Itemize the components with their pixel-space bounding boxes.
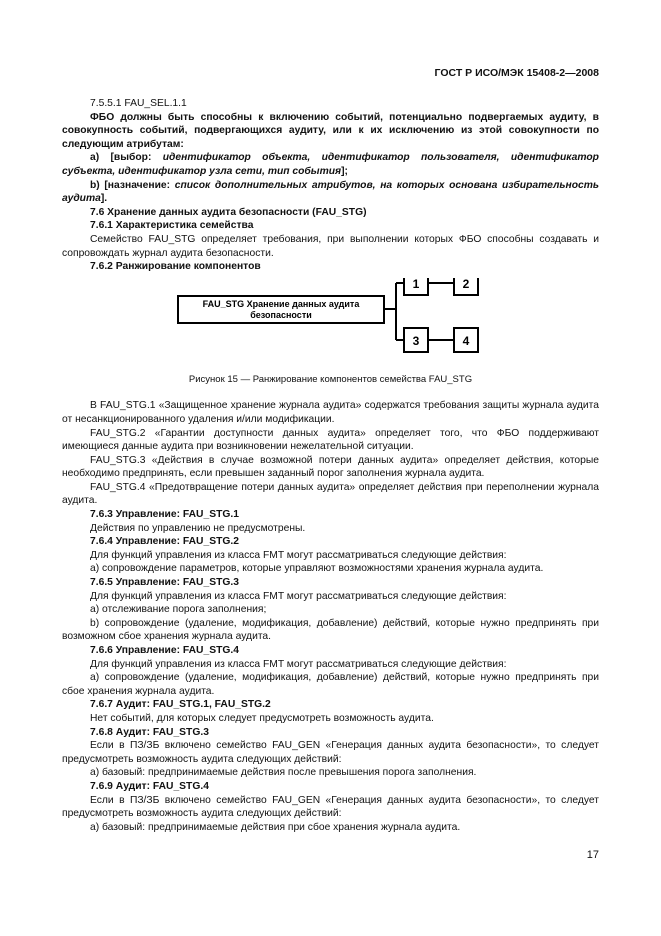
list-item-b: b) сопровождение (удаление, модификация, добавление) действий, которые нужно предпринять при возможном сбое хранения журнала аудита. bbox=[62, 617, 599, 643]
family-label-line2: безопасности bbox=[250, 309, 312, 320]
component-label-4: 4 bbox=[462, 333, 470, 348]
list-item-a: а) сопровождение параметров, которые управляют возможностями хранения журнала аудита. bbox=[90, 563, 544, 575]
paragraph-fau-stg-2: FAU_STG.2 «Гарантии доступности данных аудита» определяет того, что ФБО поддерживают имеющиеся данные аудита при возникновении нежелательной ситуации. bbox=[62, 427, 599, 453]
list-item-a: а) [выбор: идентификатор объекта, идентификатор пользователя, идентификатор субъекта, идентификатор узла сети, тип события]; bbox=[62, 152, 599, 177]
section-heading-7-6-8: 7.6.8 Аудит: FAU_STG.3 bbox=[90, 726, 209, 738]
section-heading-7-6-2: 7.6.2 Ранжирование компонентов bbox=[90, 261, 261, 273]
paragraph-fmt-actions: Для функций управления из класса FMT могут рассматриваться следующие действия: bbox=[90, 658, 507, 670]
section-heading-7-6-6: 7.6.6 Управление: FAU_STG.4 bbox=[90, 645, 239, 656]
component-levelling-figure bbox=[62, 278, 599, 370]
levelling-diagram bbox=[62, 278, 599, 370]
section-heading-7-6-4: 7.6.4 Управление: FAU_STG.2 bbox=[90, 536, 239, 548]
list-item-b: b) [назначение: список дополнительных атрибутов, на которых основана избирательность аудита]. bbox=[62, 179, 599, 205]
paragraph-fau-stg-3: FAU_STG.3 «Действия в случае возможной потери данных аудита» определяет действия, которые необходимо предпринять, если превышен заданный порог заполнения журнала аудита. bbox=[62, 454, 599, 480]
section-heading-7-6-1: 7.6.1 Характеристика семейства bbox=[90, 220, 254, 232]
section-heading-7-6-9: 7.6.9 Аудит: FAU_STG.4 bbox=[90, 780, 209, 792]
paragraph-fau-sel-1-1: 7.5.5.1 FAU_SEL.1.1 bbox=[90, 98, 187, 109]
paragraph-no-events: Нет событий, для которых следует предусмотреть возможность аудита. bbox=[90, 712, 434, 724]
paragraph-family-behaviour: Семейство FAU_STG определяет требования, при выполнении которых ФБО способны создавать и сопровождать журнал аудита безопасности. bbox=[62, 233, 599, 259]
component-label-2: 2 bbox=[462, 277, 470, 291]
section-heading-7-6-5: 7.6.5 Управление: FAU_STG.3 bbox=[90, 577, 239, 589]
paragraph-fmt-actions: Для функций управления из класса FMT могут рассматриваться следующие действия: bbox=[90, 590, 507, 602]
section-heading-7-6-3: 7.6.3 Управление: FAU_STG.1 bbox=[90, 509, 239, 521]
list-item-a: а) сопровождение (удаление, модификация, добавление) действий, которые нужно предпринять при сбое хранения журнала аудита. bbox=[62, 672, 599, 697]
section-heading-7-6: 7.6 Хранение данных аудита безопасности (FAU_STG) bbox=[90, 206, 367, 218]
component-label-3: 3 bbox=[412, 333, 420, 348]
page-content bbox=[62, 97, 599, 834]
page-number: 17 bbox=[586, 849, 599, 861]
paragraph-requirement: ФБО должны быть способны к включению событий, потенциально подвергаемых аудиту, в совокупность событий, подвергающихся аудиту, или к их исключению из этой совокупности по следующим атрибутам: bbox=[62, 111, 599, 150]
paragraph-fau-stg-4: FAU_STG.4 «Предотвращение потери данных аудита» определяет действия при переполнении журнала аудита. bbox=[62, 481, 599, 507]
paragraph-fmt-actions: Для функций управления из класса FMT могут рассматриваться следующие действия: bbox=[90, 549, 507, 561]
figure-caption: Рисунок 15 — Ранжирование компонентов семейства FAU_STG bbox=[188, 373, 473, 385]
list-item-a: а) базовый: предпринимаемые действия при сбое хранения журнала аудита. bbox=[90, 821, 461, 833]
paragraph-fau-gen-condition: Если в ПЗ/ЗБ включено семейство FAU_GEN «Генерация данных аудита безопасности», то следует предусмотреть возможность аудита следующих действий: bbox=[62, 740, 599, 765]
family-label-line1: FAU_STG Хранение данных аудита bbox=[202, 298, 360, 309]
document-header: ГОСТ Р ИСО/МЭК 15408-2—2008 bbox=[434, 67, 599, 79]
component-label-1: 1 bbox=[412, 277, 420, 291]
section-heading-7-6-7: 7.6.7 Аудит: FAU_STG.1, FAU_STG.2 bbox=[90, 699, 271, 711]
paragraph-fau-gen-condition: Если в ПЗ/ЗБ включено семейство FAU_GEN «Генерация данных аудита безопасности», то следует предусмотреть возможность аудита следующих действий: bbox=[62, 794, 599, 820]
paragraph-no-actions: Действия по управлению не предусмотрены. bbox=[90, 522, 306, 534]
paragraph-fau-stg-1: В FAU_STG.1 «Защищенное хранение журнала аудита» содержатся требования защиты журнала аудита от несанкционированного удаления и/или модификации. bbox=[62, 400, 599, 425]
list-item-a: а) базовый: предпринимаемые действия после превышения порога заполнения. bbox=[90, 767, 477, 779]
list-item-a: а) отслеживание порога заполнения; bbox=[90, 604, 267, 616]
